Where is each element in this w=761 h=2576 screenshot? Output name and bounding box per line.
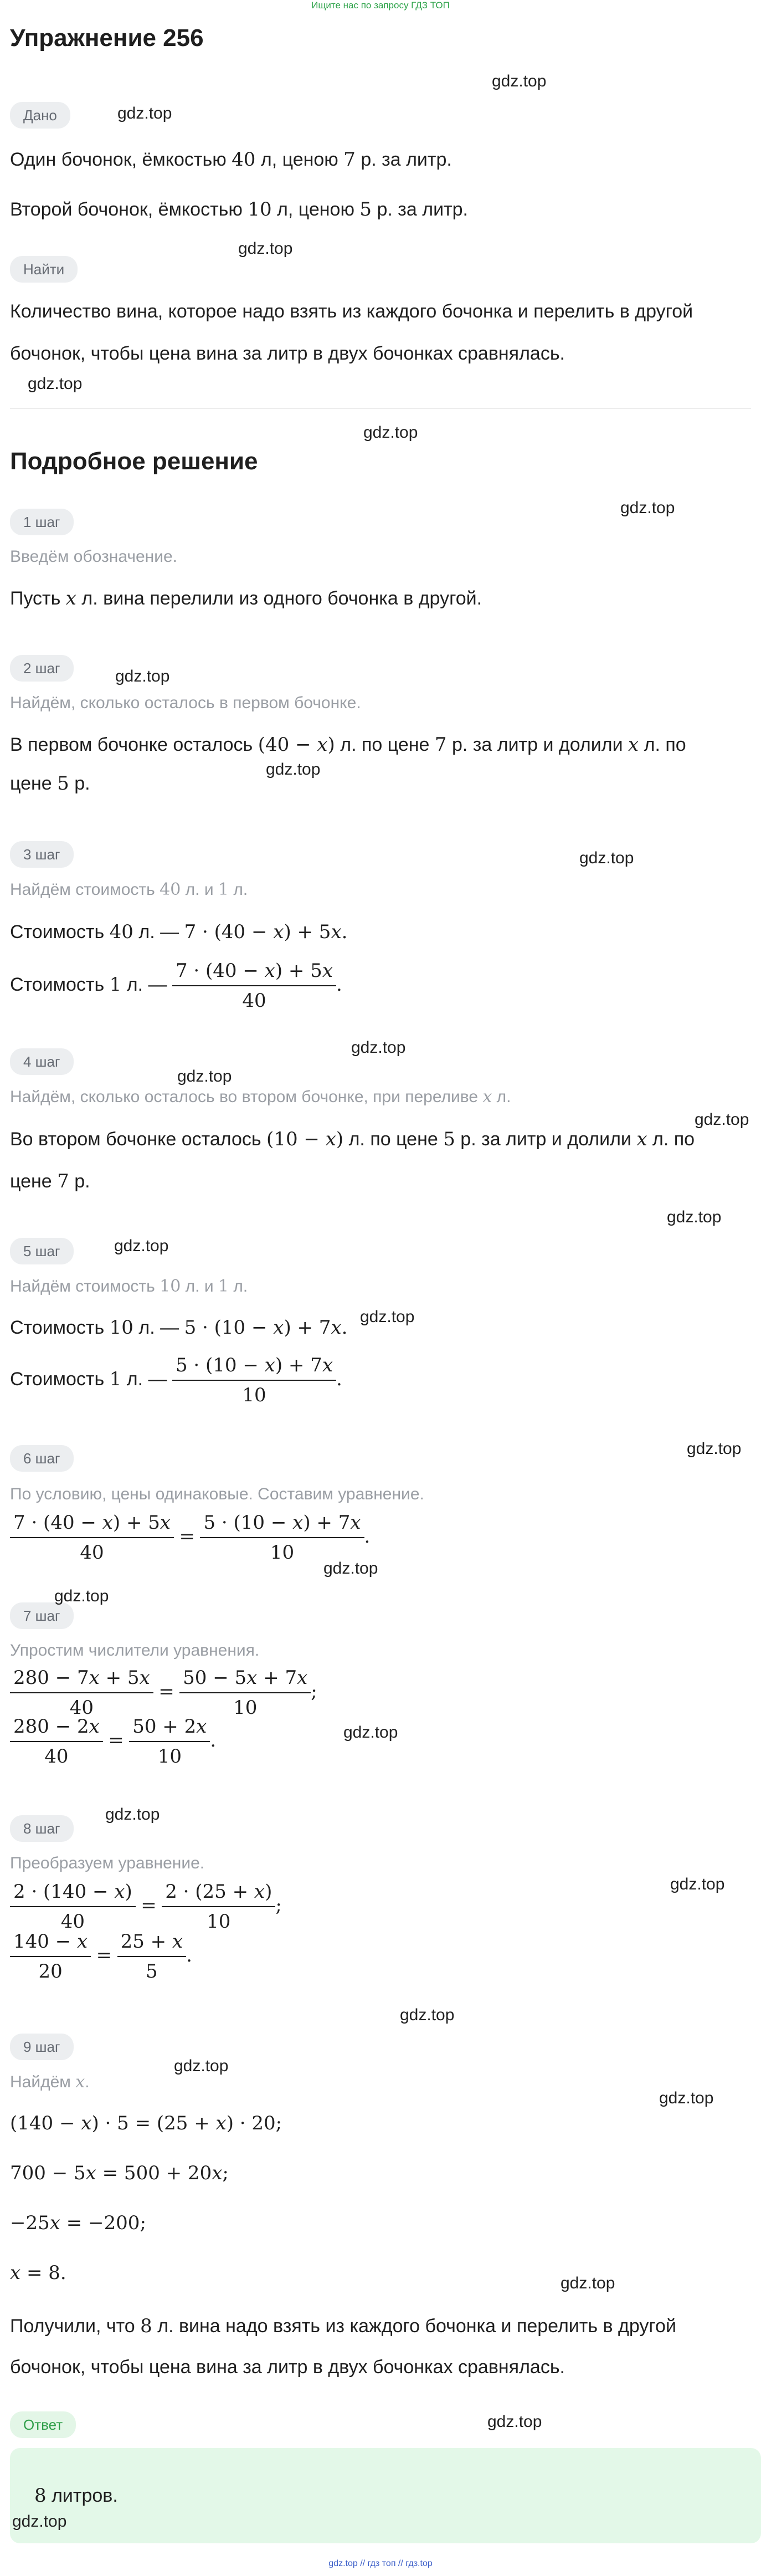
watermark: gdz.top bbox=[343, 1723, 398, 1742]
section-divider bbox=[10, 408, 751, 409]
step-7-badge: 7 шаг bbox=[10, 1602, 74, 1629]
watermark: gdz.top bbox=[561, 2274, 615, 2292]
step-9-hint: Найдём x. bbox=[10, 2072, 90, 2092]
step-7-hint: Упростим числители уравнения. bbox=[10, 1641, 260, 1660]
step-4-hint: Найдём, сколько осталось во втором бочонке, при переливе x л. bbox=[10, 1087, 511, 1107]
watermark: gdz.top bbox=[266, 760, 321, 779]
step-8-equation-2: $\frac{140 - x}{20}$ = $\frac{25 + x}{5}$ . bbox=[10, 1929, 192, 1984]
step-6-badge: 6 шаг bbox=[10, 1445, 74, 1472]
watermark: gdz.top bbox=[667, 1208, 722, 1226]
step-7-equation-1: $\frac{280 - 7x + 5x}{40}$ = $\frac{50 - 5x + 7x}{10}$ ; bbox=[10, 1666, 317, 1720]
watermark: gdz.top bbox=[117, 104, 172, 122]
step-3-line-1: Стоимость 40 л. — 7 · (40 − x) + 5x. bbox=[10, 921, 348, 943]
step-5-line-1: Стоимость 10 л. — 5 · (10 − x) + 7x. bbox=[10, 1317, 348, 1339]
watermark: gdz.top bbox=[695, 1110, 749, 1129]
step-2-badge: 2 шаг bbox=[10, 655, 74, 682]
watermark: gdz.top bbox=[620, 499, 675, 517]
find-badge: Найти bbox=[10, 256, 78, 283]
step-2-hint: Найдём, сколько осталось в первом бочонке. bbox=[10, 694, 361, 712]
watermark: gdz.top bbox=[238, 239, 293, 258]
footer-links[interactable]: gdz.top // гдз топ // гдз.top bbox=[328, 2559, 433, 2568]
step-2-text-2: цене 5 р. bbox=[10, 772, 90, 795]
step-9-equation-4: x = 8. bbox=[10, 2262, 66, 2284]
watermark: gdz.top bbox=[115, 667, 170, 685]
watermark: gdz.top bbox=[659, 2089, 714, 2107]
step-5-hint: Найдём стоимость 10 л. и 1 л. bbox=[10, 1277, 248, 1296]
step-4-badge: 4 шаг bbox=[10, 1048, 74, 1075]
step-9-equation-3: −25x = −200; bbox=[10, 2212, 146, 2234]
step-7-equation-2: $\frac{280 - 2x}{40}$ = $\frac{50 + 2x}{10}$ . bbox=[10, 1714, 216, 1769]
step-9-equation-1: (140 − x) · 5 = (25 + x) · 20; bbox=[10, 2112, 282, 2134]
answer-badge: Ответ bbox=[10, 2411, 76, 2438]
step-2-text-1: В первом бочонке осталось (40 − x) л. по цене 7 р. за литр и долили x л. по bbox=[10, 734, 686, 756]
watermark: gdz.top bbox=[687, 1440, 742, 1458]
watermark: gdz.top bbox=[323, 1559, 378, 1578]
answer-text: 8 литров. bbox=[34, 2485, 118, 2507]
given-line-1: Один бочонок, ёмкостью 40 л, ценою 7 р. за литр. bbox=[10, 148, 452, 171]
watermark: gdz.top bbox=[28, 375, 83, 393]
conclusion-line-1: Получили, что 8 л. вина надо взять из каждого бочонка и перелить в другой bbox=[10, 2315, 676, 2337]
step-6-hint: По условию, цены одинаковые. Составим уравнение. bbox=[10, 1485, 424, 1503]
watermark: gdz.top bbox=[487, 2413, 542, 2431]
conclusion-line-2: бочонок, чтобы цена вина за литр в двух бочонках сравнялась. bbox=[10, 2357, 565, 2378]
step-3-line-2: Стоимость 1 л. — $\frac{7 \cdot (40 - x) + 5x}{40}$ . bbox=[10, 960, 342, 1012]
watermark: gdz.top bbox=[351, 1038, 406, 1057]
step-3-badge: 3 шаг bbox=[10, 841, 74, 868]
watermark: gdz.top bbox=[12, 2512, 67, 2531]
watermark: gdz.top bbox=[400, 2006, 455, 2024]
step-8-badge: 8 шаг bbox=[10, 1815, 74, 1842]
step-8-hint: Преобразуем уравнение. bbox=[10, 1854, 205, 1872]
step-1-badge: 1 шаг bbox=[10, 509, 74, 535]
step-8-equation-1: $\frac{2 \cdot (140 - x)}{40}$ = $\frac{2 \cdot (25 + x)}{10}$ ; bbox=[10, 1879, 282, 1934]
watermark: gdz.top bbox=[54, 1587, 109, 1605]
page-title: Упражнение 256 bbox=[10, 24, 204, 52]
answer-box bbox=[10, 2448, 761, 2543]
watermark: gdz.top bbox=[177, 1067, 232, 1085]
search-hint-link[interactable]: Ищите нас по запросу ГДЗ ТОП bbox=[311, 0, 450, 11]
watermark: gdz.top bbox=[114, 1237, 169, 1255]
watermark: gdz.top bbox=[363, 423, 418, 442]
given-badge: Дано bbox=[10, 102, 70, 129]
step-1-hint: Введём обозначение. bbox=[10, 547, 178, 566]
step-9-equation-2: 700 − 5x = 500 + 20x; bbox=[10, 2162, 229, 2184]
step-3-hint: Найдём стоимость 40 л. и 1 л. bbox=[10, 880, 248, 899]
watermark: gdz.top bbox=[174, 2057, 229, 2075]
step-6-equation: $\frac{7 \cdot (40 - x) + 5x}{40}$ = $\frac{5 \cdot (10 - x) + 7x}{10}$ . bbox=[10, 1510, 370, 1565]
watermark: gdz.top bbox=[579, 849, 634, 867]
solution-title: Подробное решение bbox=[10, 448, 258, 475]
step-4-text-1: Во втором бочонке осталось (10 − x) л. по цене 5 р. за литр и долили x л. по bbox=[10, 1128, 695, 1150]
given-line-2: Второй бочонок, ёмкостью 10 л, ценою 5 р. за литр. bbox=[10, 198, 468, 221]
watermark: gdz.top bbox=[360, 1308, 415, 1326]
find-line-2: бочонок, чтобы цена вина за литр в двух бочонках сравнялась. bbox=[10, 343, 565, 364]
step-1-text: Пусть x л. вина перелили из одного бочонка в другой. bbox=[10, 587, 482, 610]
find-line-1: Количество вина, которое надо взять из каждого бочонка и перелить в другой bbox=[10, 301, 693, 322]
step-5-badge: 5 шаг bbox=[10, 1238, 74, 1264]
watermark: gdz.top bbox=[105, 1805, 160, 1824]
step-4-text-2: цене 7 р. bbox=[10, 1170, 90, 1192]
watermark: gdz.top bbox=[670, 1875, 725, 1893]
step-5-line-2: Стоимость 1 л. — $\frac{5 \cdot (10 - x) + 7x}{10}$ . bbox=[10, 1354, 342, 1406]
watermark: gdz.top bbox=[492, 72, 547, 90]
step-9-badge: 9 шаг bbox=[10, 2034, 74, 2060]
